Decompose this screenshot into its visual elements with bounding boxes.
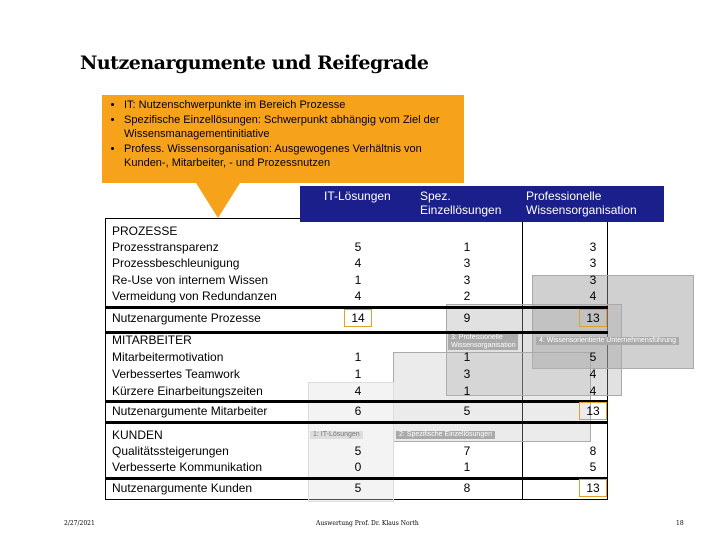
callout-pointer — [196, 183, 240, 218]
cell-value: 4 — [354, 289, 362, 303]
total-label: Nutzenargumente Prozesse — [112, 311, 261, 325]
section-heading: PROZESSE — [112, 224, 178, 238]
row-label: Prozessbeschleunigung — [112, 256, 240, 270]
cell-value: 1 — [463, 350, 471, 364]
callout-item: • Spezifische Einzellösungen: Schwerpunkt abhängig vom Ziel der Wissensmanagementinitiative — [124, 113, 456, 142]
row-label: Re-Use von internem Wissen — [112, 273, 269, 287]
callout-box — [102, 95, 464, 183]
page-number: 18 — [676, 520, 684, 527]
cell-value: 3 — [463, 367, 471, 381]
total-value: 14 — [346, 311, 370, 325]
row-label: Verbesserte Kommunikation — [112, 460, 263, 474]
cell-value: 2 — [463, 289, 471, 303]
row-label: Vermeidung von Redundanzen — [112, 289, 277, 303]
cell-value: 4 — [589, 289, 597, 303]
total-label: Nutzenargumente Kunden — [112, 481, 253, 495]
column-header — [300, 186, 664, 222]
level-box-2 — [393, 352, 591, 442]
total-value: 9 — [463, 311, 471, 325]
cell-value: 1 — [463, 240, 471, 254]
callout-item: • Profess. Wissensorganisation: Ausgewogenes Verhältnis von Kunden-, Mitarbeiter, - und Prozessnutzen — [124, 142, 456, 171]
cell-value: 1 — [463, 460, 471, 474]
column-it: IT-Lösungen — [324, 189, 391, 203]
total-value: 13 — [581, 481, 605, 495]
section-heading: KUNDEN — [112, 428, 163, 442]
cell-value: 1 — [354, 273, 362, 287]
cell-value: 5 — [589, 350, 597, 364]
cell-value: 1 — [463, 384, 471, 398]
cell-value: 3 — [589, 273, 597, 287]
level-label-3: 3: Professionelle Wissensorganisation — [448, 334, 518, 350]
cell-value: 1 — [354, 367, 362, 381]
level-label-2: 2: Spezifische Einzellösungen — [396, 431, 495, 439]
cell-value: 5 — [354, 444, 362, 458]
row-label: Kürzere Einarbeitungszeiten — [112, 384, 263, 398]
row-label: Qualitätssteigerungen — [112, 444, 229, 458]
cell-value: 8 — [589, 444, 597, 458]
section-heading: MITARBEITER — [112, 333, 192, 347]
cell-value: 5 — [589, 460, 597, 474]
footer-date: 2/27/2021 — [64, 520, 95, 527]
footer-author: Auswertung Prof. Dr. Klaus North — [316, 520, 419, 527]
cell-value: 0 — [354, 460, 362, 474]
level-label-4: 4: Wissensorientierte Unternehmensführung — [536, 337, 679, 345]
cell-value: 5 — [354, 240, 362, 254]
cell-value: 3 — [589, 240, 597, 254]
callout-item: • IT: Nutzenschwerpunkte im Bereich Prozesse — [124, 98, 456, 113]
cell-value: 4 — [589, 367, 597, 381]
cell-value: 7 — [463, 444, 471, 458]
column-spez: Spez. Einzellösungen — [420, 189, 502, 217]
total-value: 8 — [463, 481, 471, 495]
cell-value: 4 — [354, 384, 362, 398]
level-label-1: 1: IT-Lösungen — [310, 431, 363, 439]
cell-value: 3 — [589, 256, 597, 270]
divider — [105, 400, 608, 403]
divider — [105, 306, 608, 309]
cell-value: 3 — [463, 273, 471, 287]
total-value: 5 — [463, 404, 471, 418]
cell-value: 3 — [463, 256, 471, 270]
divider — [105, 421, 608, 424]
total-label: Nutzenargumente Mitarbeiter — [112, 404, 268, 418]
total-value: 6 — [354, 404, 362, 418]
divider — [105, 477, 608, 480]
total-value: 13 — [581, 311, 605, 325]
cell-value: 4 — [354, 256, 362, 270]
cell-value: 4 — [589, 384, 597, 398]
total-value: 13 — [581, 404, 605, 418]
row-label: Verbessertes Teamwork — [112, 367, 240, 381]
cell-value: 1 — [354, 350, 362, 364]
row-label: Prozesstransparenz — [112, 240, 219, 254]
total-value: 5 — [354, 481, 362, 495]
row-label: Mitarbeitermotivation — [112, 350, 224, 364]
slide-title: Nutzenargumente und Reifegrade — [80, 52, 429, 74]
column-prof: Professionelle Wissensorganisation — [526, 189, 637, 217]
